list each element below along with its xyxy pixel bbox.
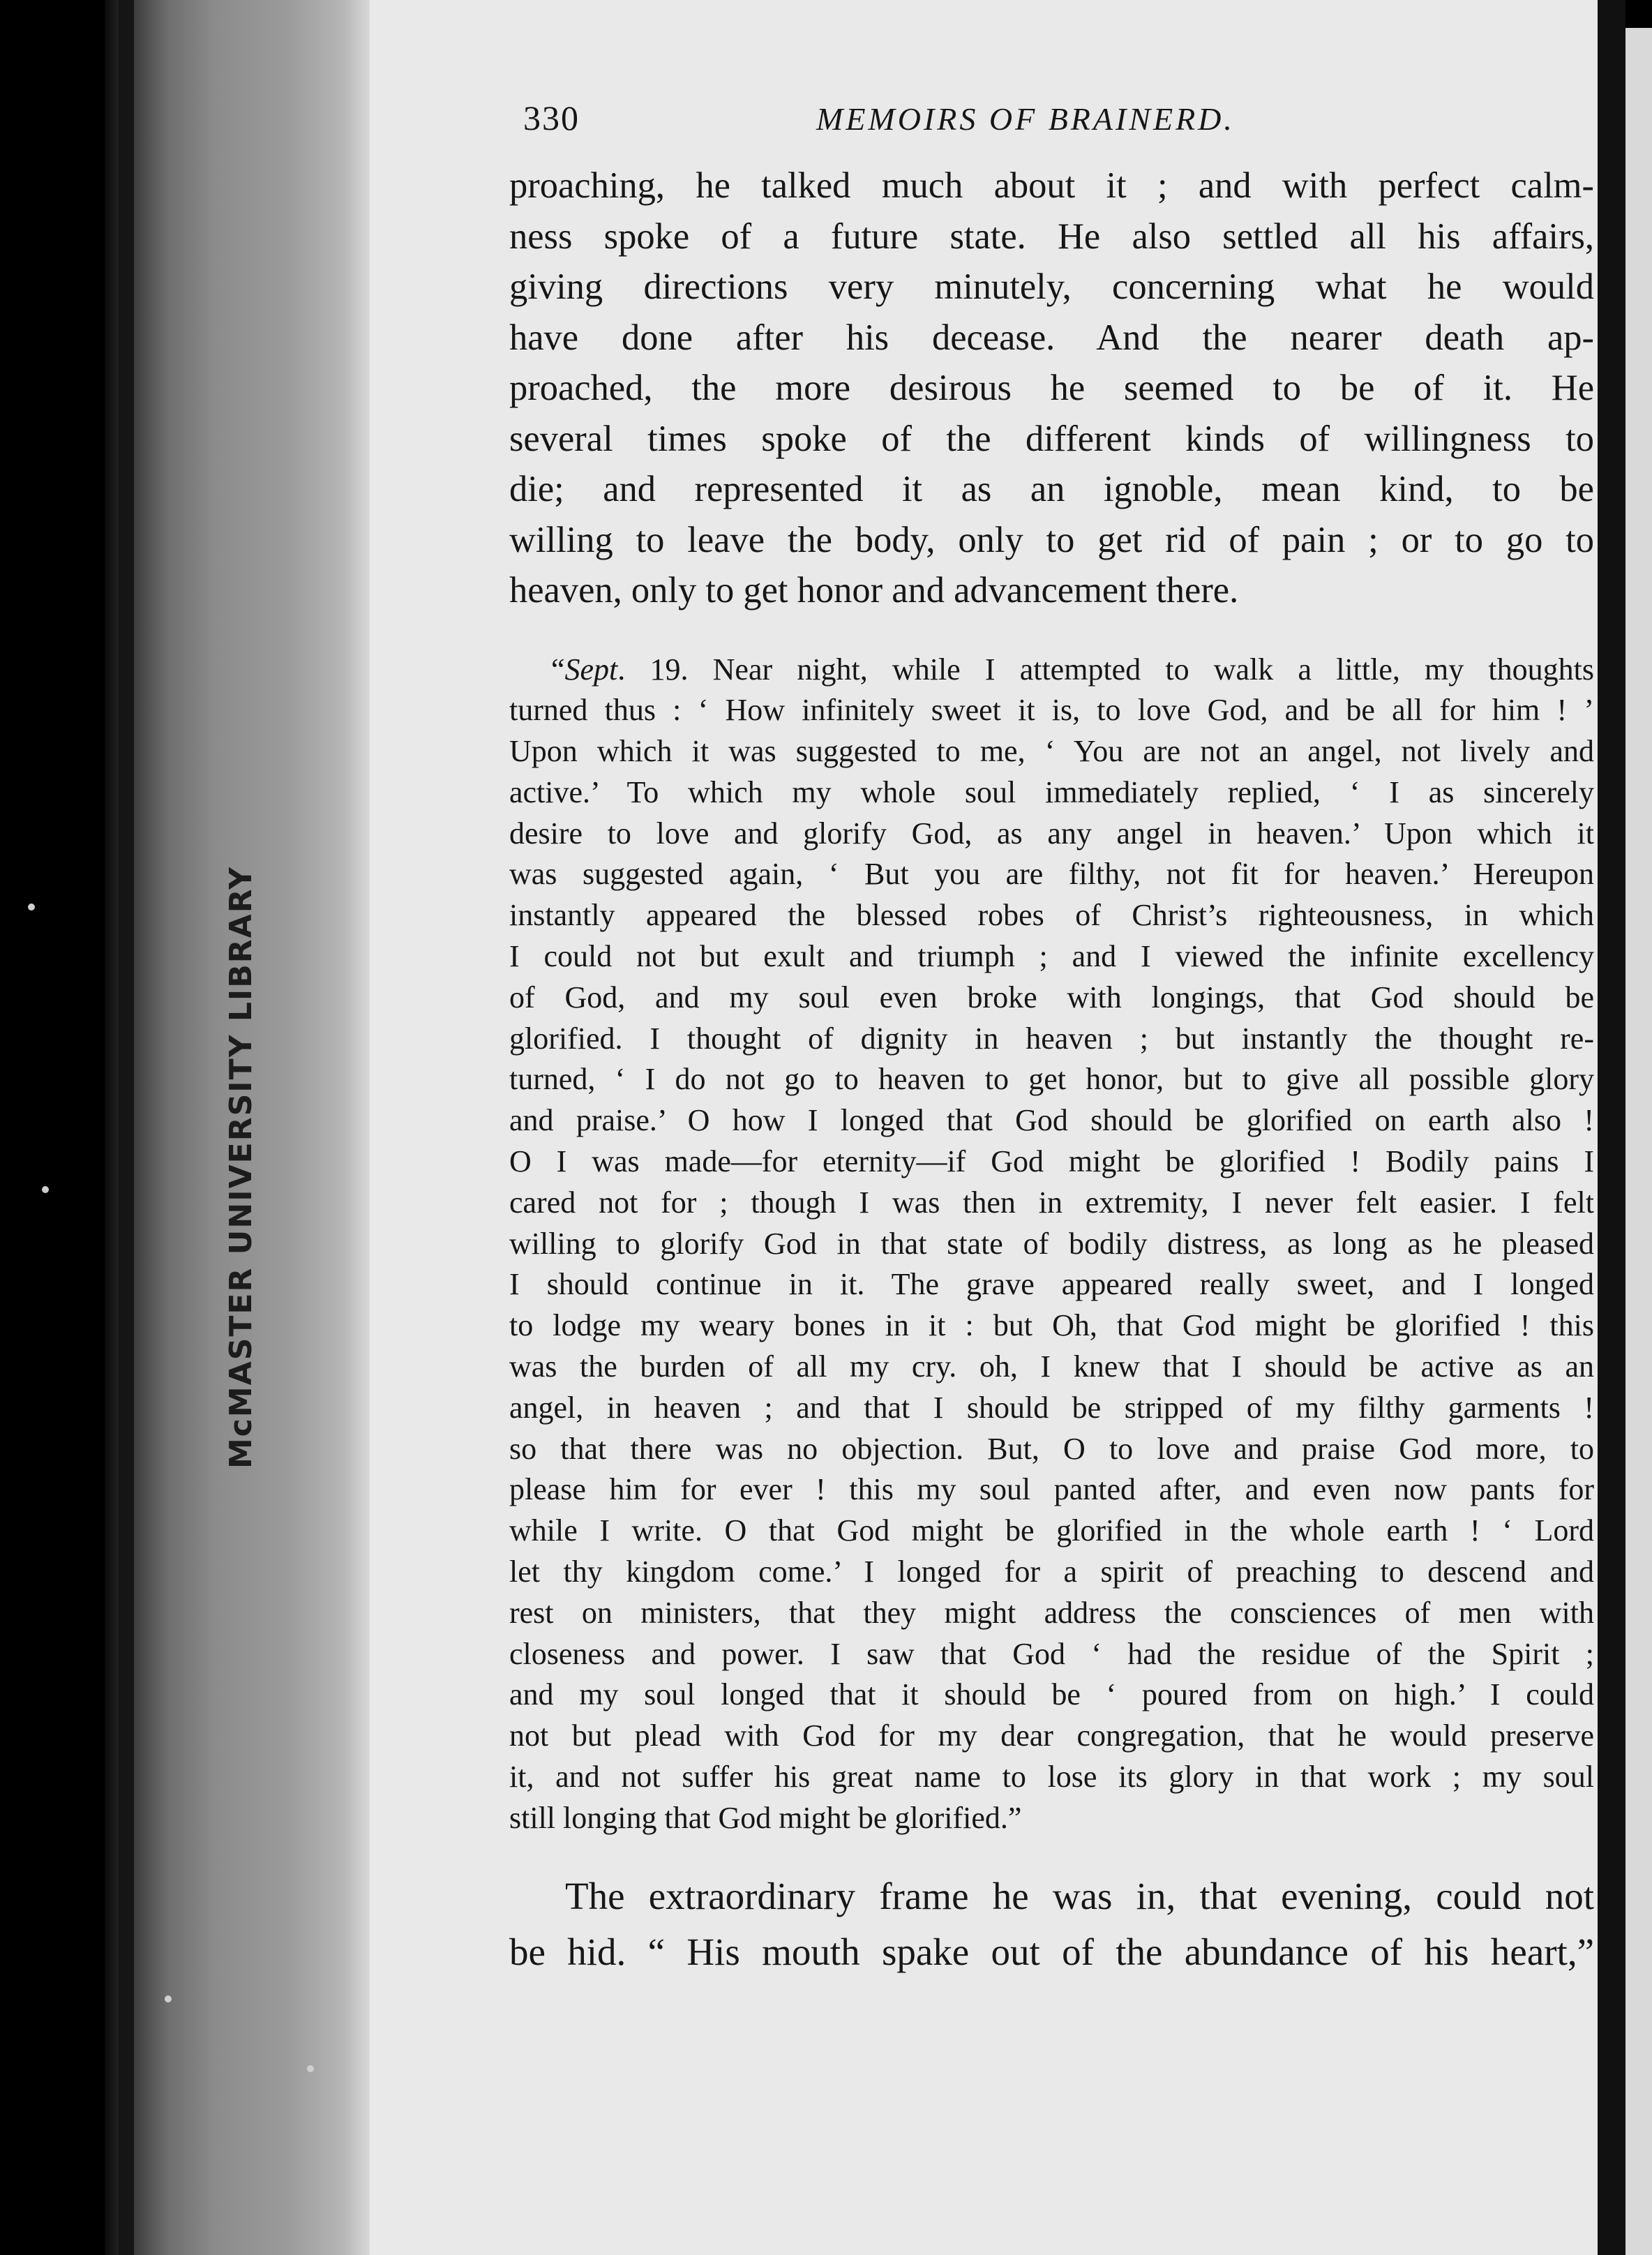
quote-line: O I was made—for eternity—if God might be glorified ! Bodily pains I <box>509 1144 1594 1179</box>
narrative-paragraph <box>509 160 1594 616</box>
text-line: several times spoke of the different kinds of willingness to <box>509 418 1594 459</box>
scan-speck <box>307 2065 314 2072</box>
quote-line: while I write. O that God might be glorified in the whole earth ! ‘ Lord <box>509 1513 1594 1548</box>
quote-line: glorified. I thought of dignity in heaven ; but instantly the thought re- <box>509 1021 1594 1056</box>
text-line: ness spoke of a future state. He also settled all his affairs, <box>509 216 1594 257</box>
text-line: willing to leave the body, only to get rid of pain ; or to go to <box>509 519 1594 560</box>
quote-line: Upon which it was suggested to me, ‘ You are not an angel, not lively and <box>509 734 1594 769</box>
text-line: proached, the more desirous he seemed to be of it. He <box>509 368 1594 408</box>
quote-line: was the burden of all my cry. oh, I knew that I should be active as an <box>509 1349 1594 1384</box>
quote-line: willing to glorify God in that state of bodily distress, as long as he pleased <box>509 1226 1594 1261</box>
closing-paragraph <box>509 1868 1594 1980</box>
facing-page-edge <box>1625 28 1652 2255</box>
quote-line: let thy kingdom come.’ I longed for a spirit of preaching to descend and <box>509 1554 1594 1589</box>
quote-line: not but plead with God for my dear congregation, that he would preserve <box>509 1718 1594 1753</box>
running-title: MEMOIRS OF BRAINERD. <box>816 101 1235 137</box>
quote-line: and my soul longed that it should be ‘ poured from on high.’ I could <box>509 1677 1594 1712</box>
diary-quote <box>509 650 1594 1839</box>
quote-line: turned thus : ‘ How infinitely sweet it is, to love God, and be all for him ! ’ <box>509 693 1594 728</box>
quote-line: I should continue in it. The grave appeared really sweet, and I longed <box>509 1267 1594 1302</box>
quote-line: desire to love and glorify God, as any angel in heaven.’ Upon which it <box>509 816 1594 851</box>
quote-line: so that there was no objection. But, O to love and praise God more, to <box>509 1431 1594 1466</box>
quote-line: rest on ministers, that they might address the consciences of men with <box>509 1595 1594 1630</box>
text-line: have done after his decease. And the nearer death ap- <box>509 317 1594 358</box>
quote-line: closeness and power. I saw that God ‘ had the residue of the Spirit ; <box>509 1636 1594 1671</box>
scan-speck <box>28 904 35 911</box>
quote-line: angel, in heaven ; and that I should be stripped of my filthy garments ! <box>509 1390 1594 1425</box>
entry-date: Sept <box>564 652 618 687</box>
quote-line: and praise.’ O how I longed that God should be glorified on earth also ! <box>509 1103 1594 1138</box>
open-quote: “ <box>551 652 565 687</box>
quote-first-line <box>509 650 1594 691</box>
running-head <box>509 98 1594 160</box>
quote-line-rest: . 19. Near night, while I attempted to walk a little, my thoughts <box>617 652 1594 687</box>
scan-speck <box>165 1995 172 2002</box>
quote-line: was suggested again, ‘ But you are filthy, not fit for heaven.’ Hereupon <box>509 857 1594 892</box>
quote-line: to lodge my weary bones in it : but Oh, that God might be glorified ! this <box>509 1308 1594 1343</box>
quote-line: I could not but exult and triumph ; and I viewed the infinite excellency <box>509 939 1594 974</box>
quote-line: turned, ‘ I do not go to heaven to get honor, but to give all possible glory <box>509 1062 1594 1097</box>
quote-line: it, and not suffer his great name to lose its glory in that work ; my soul <box>509 1760 1594 1795</box>
quote-line: active.’ To which my whole soul immediately replied, ‘ I as sincerely <box>509 774 1594 809</box>
quote-line: of God, and my soul even broke with longings, that God should be <box>509 980 1594 1014</box>
library-stamp-text: McMASTER UNIVERSITY LIBRARY <box>223 865 259 1469</box>
page-content <box>509 98 1594 1980</box>
text-line: die; and represented it as an ignoble, mean kind, to be <box>509 469 1594 509</box>
quote-line: please him for ever ! this my soul panted after, and even now pants for <box>509 1472 1594 1507</box>
text-line: The extraordinary frame he was in, that evening, could not <box>565 1874 1594 1917</box>
gutter-shadow <box>119 0 134 2255</box>
scan-speck <box>42 1186 49 1193</box>
text-line: be hid. “ His mouth spake out of the abundance of his heart,” <box>509 1930 1594 1973</box>
quote-line: cared not for ; though I was then in extremity, I never felt easier. I felt <box>509 1185 1594 1220</box>
quote-line: instantly appeared the blessed robes of Christ’s righteousness, in which <box>509 898 1594 933</box>
page-edge-shadow <box>1598 0 1625 2255</box>
text-line: heaven, only to get honor and advancement there. <box>509 570 1239 610</box>
quote-line: still longing that God might be glorified.” <box>509 1800 1022 1835</box>
text-line: proaching, he talked much about it ; and with perfect calm- <box>509 165 1594 206</box>
text-line: giving directions very minutely, concerning what he would <box>509 267 1594 307</box>
page-number: 330 <box>523 98 580 137</box>
